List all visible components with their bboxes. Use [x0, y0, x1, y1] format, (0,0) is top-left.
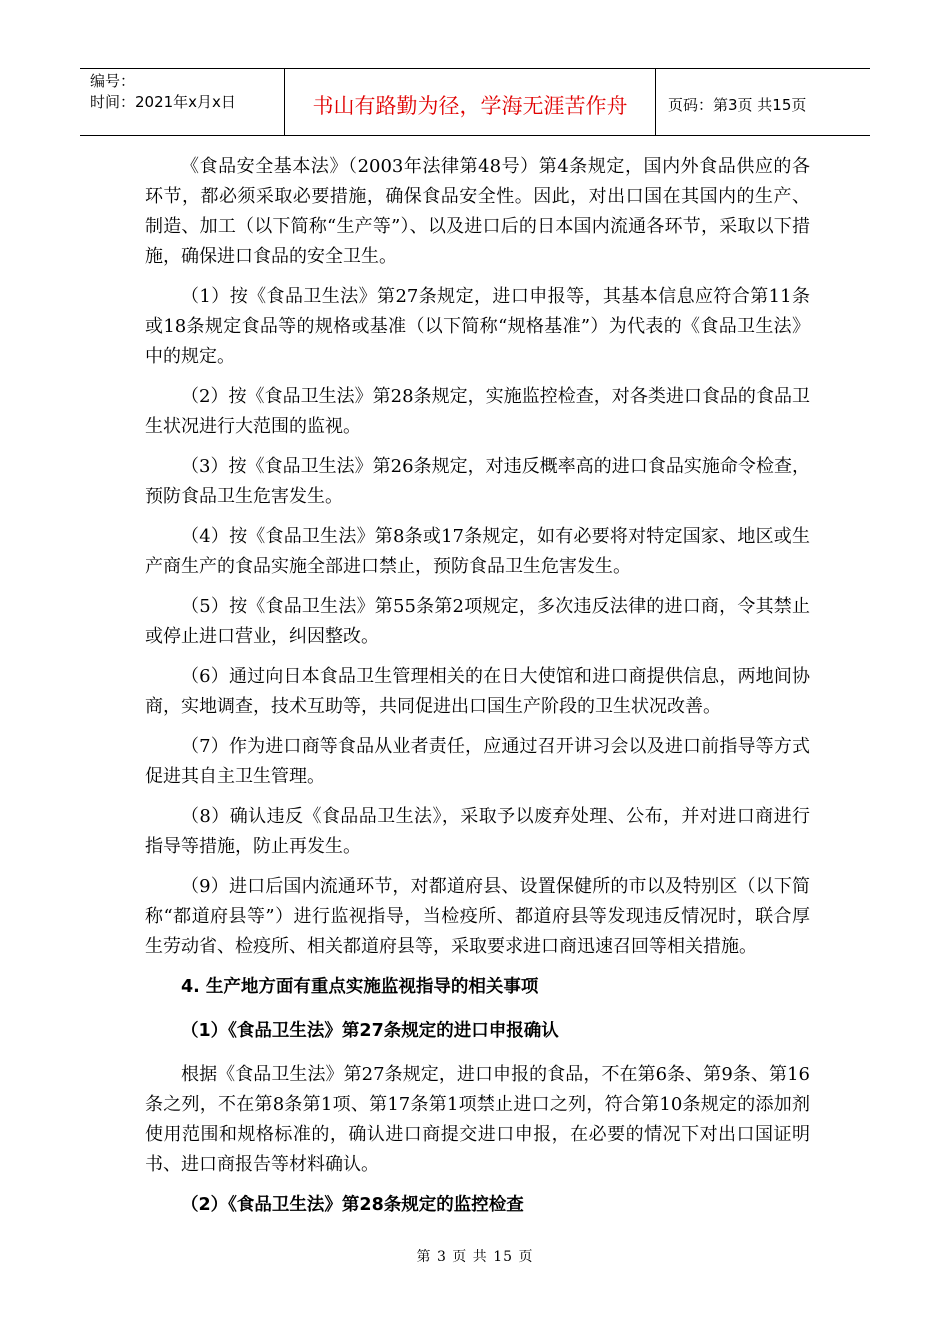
paragraph: （1）按《食品卫生法》第27条规定，进口申报等，其基本信息应符合第11条或18条规定食品等的规格或基准（以下简称“规格基准”）为代表的《食品卫生法》中的规定。 — [145, 286, 810, 367]
subsection-heading: （2）《食品卫生法》第28条规定的监控检查 — [181, 1195, 524, 1215]
paragraph: 《食品安全基本法》（2003年法律第48号）第4条规定，国内外食品供应的各环节，都必须采取必要措施，确保食品安全性。因此，对出口国在其国内的生产、制造、加工（以下简称“生产等”）、以及进口后的日本国内流通各环节，采取以下措施，确保进口食品的安全卫生。 — [145, 156, 810, 267]
paragraph: （3）按《食品卫生法》第26条规定，对违反概率高的进口食品实施命令检查，预防食品卫生危害发生。 — [145, 456, 810, 507]
paragraph: （9）进口后国内流通环节，对都道府县、设置保健所的市以及特别区（以下简称“都道府县等”）进行监视指导，当检疫所、都道府县等发现违反情况时，联合厚生劳动省、检疫所、相关都道府县等，采取要求进口商迅速召回等相关措施。 — [145, 876, 810, 957]
document-body — [145, 152, 810, 1234]
page-header — [80, 68, 870, 136]
paragraph: 根据《食品卫生法》第27条规定，进口申报的食品，不在第6条、第9条、第16条之列，不在第8条第1项、第17条第1项禁止进口之列，符合第10条规定的添加剂使用范围和规格标准的，确认进口商提交进口申报，在必要的情况下对出口国证明书、进口商报告等材料确认。 — [145, 1064, 810, 1175]
paragraph: （6）通过向日本食品卫生管理相关的在日大使馆和进口商提供信息，两地间协商，实地调查，技术互助等，共同促进出口国生产阶段的卫生状况改善。 — [145, 666, 810, 717]
subsection-heading: （1）《食品卫生法》第27条规定的进口申报确认 — [181, 1021, 559, 1041]
header-motto: 书山有路勤为径，学海无涯苦作舟 — [284, 69, 656, 135]
paragraph: （5）按《食品卫生法》第55条第2项规定，多次违反法律的进口商，令其禁止或停止进口营业，纠因整改。 — [145, 596, 810, 647]
paragraph: （4）按《食品卫生法》第8条或17条规定，如有必要将对特定国家、地区或生产商生产的食品实施全部进口禁止，预防食品卫生危害发生。 — [145, 526, 810, 577]
paragraph: （7）作为进口商等食品从业者责任，应通过召开讲习会以及进口前指导等方式促进其自主卫生管理。 — [145, 736, 810, 787]
paragraph: （8）确认违反《食品品卫生法》，采取予以废弃处理、公布，并对进口商进行指导等措施，防止再发生。 — [145, 806, 810, 857]
header-page-info: 页码：第3页 共15页 — [668, 95, 807, 114]
paragraph: （2）按《食品卫生法》第28条规定，实施监控检查，对各类进口食品的食品卫生状况进行大范围的监视。 — [145, 386, 810, 437]
number-label: 编号： — [90, 72, 136, 90]
header-meta — [80, 69, 284, 135]
page-footer: 第 3 页 共 15 页 — [416, 1249, 534, 1265]
section-heading: 4. 生产地方面有重点实施监视指导的相关事项 — [181, 977, 539, 997]
date-line: 时间：2021年x月x日 — [90, 93, 236, 111]
